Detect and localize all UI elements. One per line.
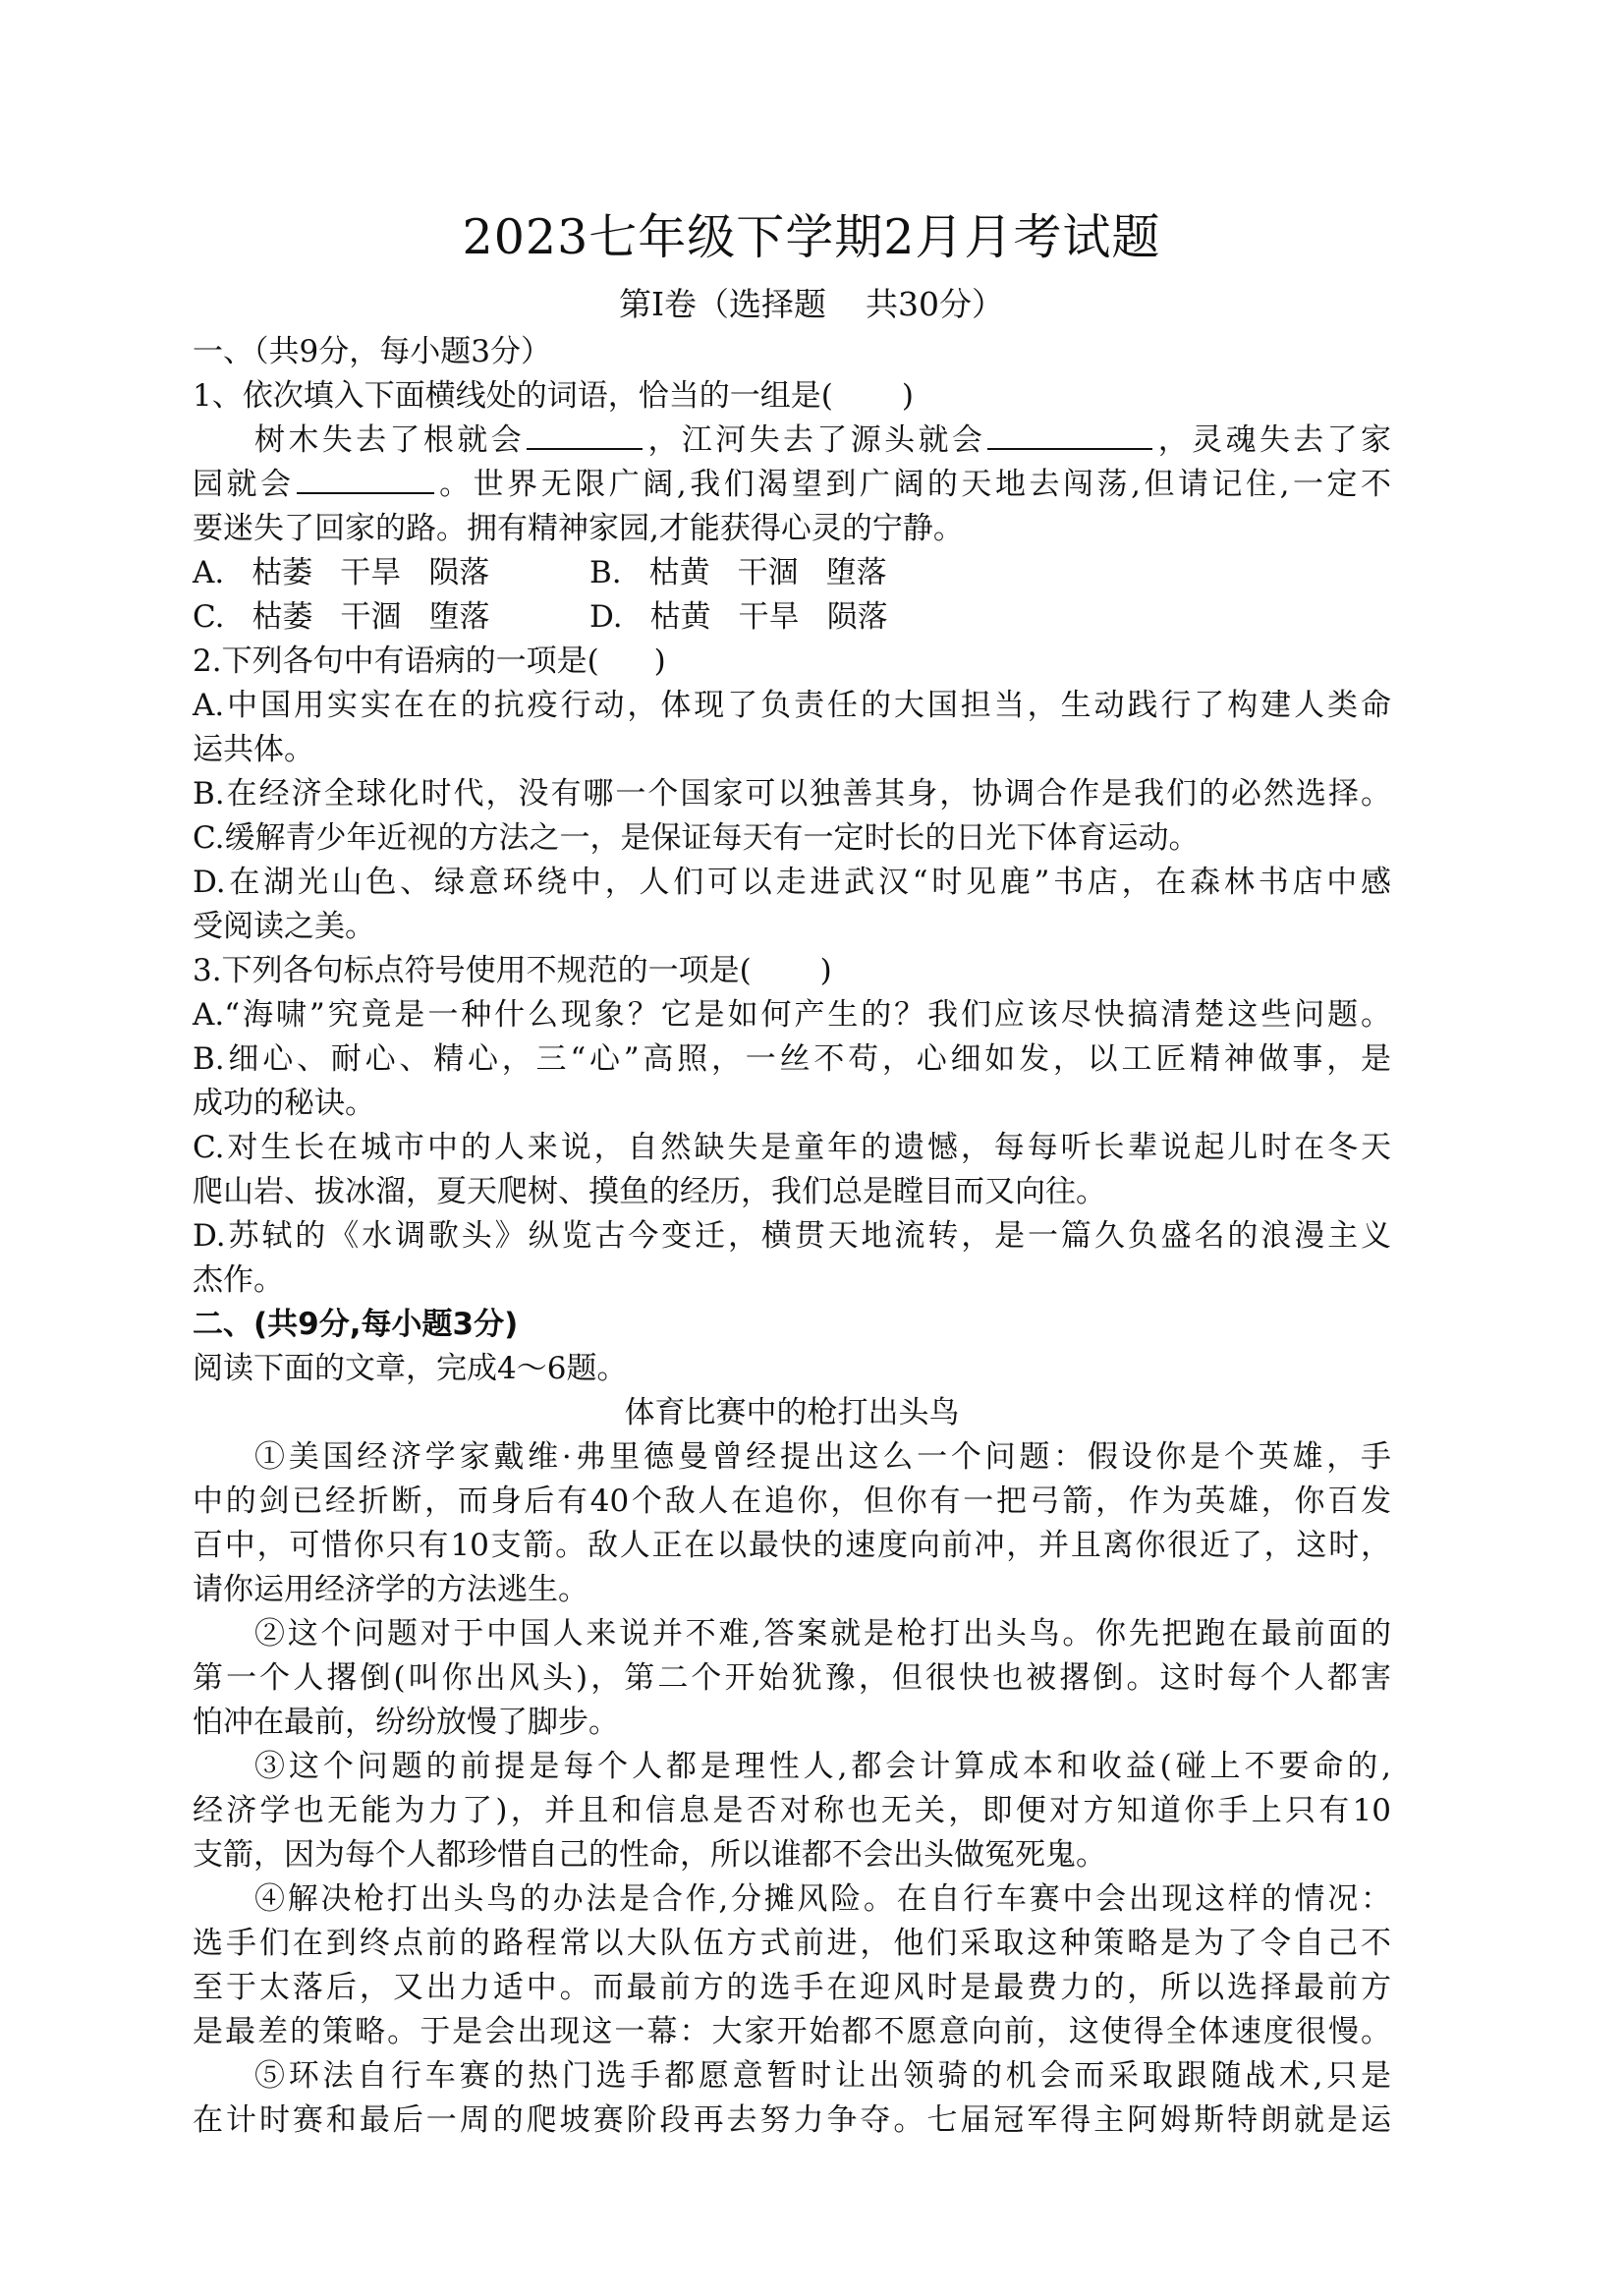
exam-title: 2023七年级下学期2月月考试题 xyxy=(462,209,1161,265)
reading-intro: 阅读下面的文章，完成4～6题。 xyxy=(193,1351,628,1386)
article-line: ⑤环法自行车赛的热门选手都愿意暂时让出领骑的机会而采取跟随战术,只是 xyxy=(254,2058,1391,2094)
q3-option-c-cont: 爬山岩、拔冰溜，夏天爬树、摸鱼的经历，我们总是瞠目而又向往。 xyxy=(193,1174,1106,1209)
q3-option-d: D.苏轼的《水调歌头》纵览古今变迁，横贯天地流转，是一篇久负盛名的浪漫主义 xyxy=(193,1218,1391,1254)
q1-option-c: C. 枯萎 干涸 堕落 xyxy=(193,599,490,635)
q2-option-c: C.缓解青少年近视的方法之一，是保证每天有一定时长的日光下体育运动。 xyxy=(193,820,1200,856)
article-line: ③这个问题的前提是每个人都是理性人,都会计算成本和收益(碰上不要命的, xyxy=(254,1749,1391,1784)
article-line: ④解决枪打出头鸟的办法是合作,分摊风险。在自行车赛中会出现这样的情况： xyxy=(254,1881,1391,1917)
article-title: 体育比赛中的枪打出头鸟 xyxy=(624,1395,960,1430)
q1-stem: 1、依次填入下面横线处的词语，恰当的一组是( ) xyxy=(193,378,914,414)
article-line: 是最差的策略。于是会出现这一幕：大家开始都不愿意向前，这使得全体速度很慢。 xyxy=(193,2014,1391,2049)
article-line: ②这个问题对于中国人来说并不难,答案就是枪打出头鸟。你先把跑在最前面的 xyxy=(254,1616,1391,1652)
article-line: ①美国经济学家戴维·弗里德曼曾经提出这么一个问题：假设你是个英雄，手 xyxy=(254,1439,1391,1475)
q3-option-b: B.细心、耐心、精心，三“心”高照，一丝不苟，心细如发，以工匠精神做事，是 xyxy=(193,1041,1391,1077)
article-line: 支箭，因为每个人都珍惜自己的性命，所以谁都不会出头做冤死鬼。 xyxy=(193,1837,1106,1873)
q3-option-a: A.“海啸”究竟是一种什么现象？它是如何产生的？我们应该尽快搞清楚这些问题。 xyxy=(193,997,1391,1033)
q2-option-d-cont: 受阅读之美。 xyxy=(193,909,375,944)
article-body xyxy=(193,1435,1391,2143)
q1-option-d: D. 枯黄 干旱 陨落 xyxy=(589,599,888,635)
answer-blank xyxy=(297,463,434,494)
article-line: 中的剑已经折断，而身后有40个敌人在追你，但你有一把弓箭，作为英雄，你百发 xyxy=(193,1484,1391,1519)
article-line: 在计时赛和最后一周的爬坡赛阶段再去努力争夺。七届冠军得主阿姆斯特朗就是运 xyxy=(193,2102,1391,2138)
q1-options-row xyxy=(193,595,1391,640)
article-line: 百中，可惜你只有10支箭。敌人正在以最快的速度向前冲，并且离你很近了，这时， xyxy=(193,1528,1391,1563)
part-score: 共30分） xyxy=(866,285,1005,323)
exam-subtitle xyxy=(0,285,1623,324)
q2-option-a-cont: 运共体。 xyxy=(193,732,314,767)
article-line: 怕冲在最前，纷纷放慢了脚步。 xyxy=(193,1705,619,1740)
exam-content xyxy=(193,330,1391,2143)
q1-option-b: B. 枯黄 干涸 堕落 xyxy=(589,555,887,590)
q1-options-row xyxy=(193,551,1391,595)
article-line: 第一个人撂倒(叫你出风头)，第二个开始犹豫，但很快也被撂倒。这时每个人都害 xyxy=(193,1660,1391,1696)
q2-option-b: B.在经济全球化时代，没有哪一个国家可以独善其身，协调合作是我们的必然选择。 xyxy=(193,776,1391,812)
article-line: 经济学也无能为力了)，并且和信息是否对称也无关，即便对方知道你手上只有10 xyxy=(193,1793,1391,1828)
q2-stem: 2.下列各句中有语病的一项是( ) xyxy=(193,644,666,679)
q1-option-a: A. 枯萎 干旱 陨落 xyxy=(193,555,490,590)
q1-passage-line: 树木失去了根就会 ，江河失去了源头就会 ，灵魂失去了家 xyxy=(193,419,1391,463)
section2-heading: 二、(共9分,每小题3分) xyxy=(193,1307,519,1342)
q2-option-a: A.中国用实实在在的抗疫行动，体现了负责任的大国担当，生动践行了构建人类命 xyxy=(193,688,1391,723)
article-line: 至于太落后，又出力适中。而最前方的选手在迎风时是最费力的，所以选择最前方 xyxy=(193,1970,1391,2005)
article-line: 请你运用经济学的方法逃生。 xyxy=(193,1572,588,1607)
q1-passage-line: 园就会 。世界无限广阔,我们渴望到广阔的天地去闯荡,但请记住,一定不 xyxy=(193,463,1391,507)
q2-option-d: D.在湖光山色、绿意环绕中，人们可以走进武汉“时见鹿”书店，在森林书店中感 xyxy=(193,865,1391,900)
part-label: 第Ⅰ卷（选择题 xyxy=(618,285,827,323)
q3-option-b-cont: 成功的秘诀。 xyxy=(193,1086,375,1121)
answer-blank xyxy=(987,419,1152,450)
q3-option-d-cont: 杰作。 xyxy=(193,1262,284,1298)
q1-passage-line: 要迷失了回家的路。拥有精神家园,才能获得心灵的宁静。 xyxy=(193,511,964,546)
q3-stem: 3.下列各句标点符号使用不规范的一项是( ) xyxy=(193,953,832,988)
article-line: 选手们在到终点前的路程常以大队伍方式前进，他们采取这种策略是为了令自己不 xyxy=(193,1926,1391,1961)
answer-blank xyxy=(527,419,643,450)
section1-heading: 一、（共9分，每小题3分） xyxy=(193,334,551,369)
q3-option-c: C.对生长在城市中的人来说，自然缺失是童年的遗憾，每每听长辈说起儿时在冬天 xyxy=(193,1130,1391,1165)
